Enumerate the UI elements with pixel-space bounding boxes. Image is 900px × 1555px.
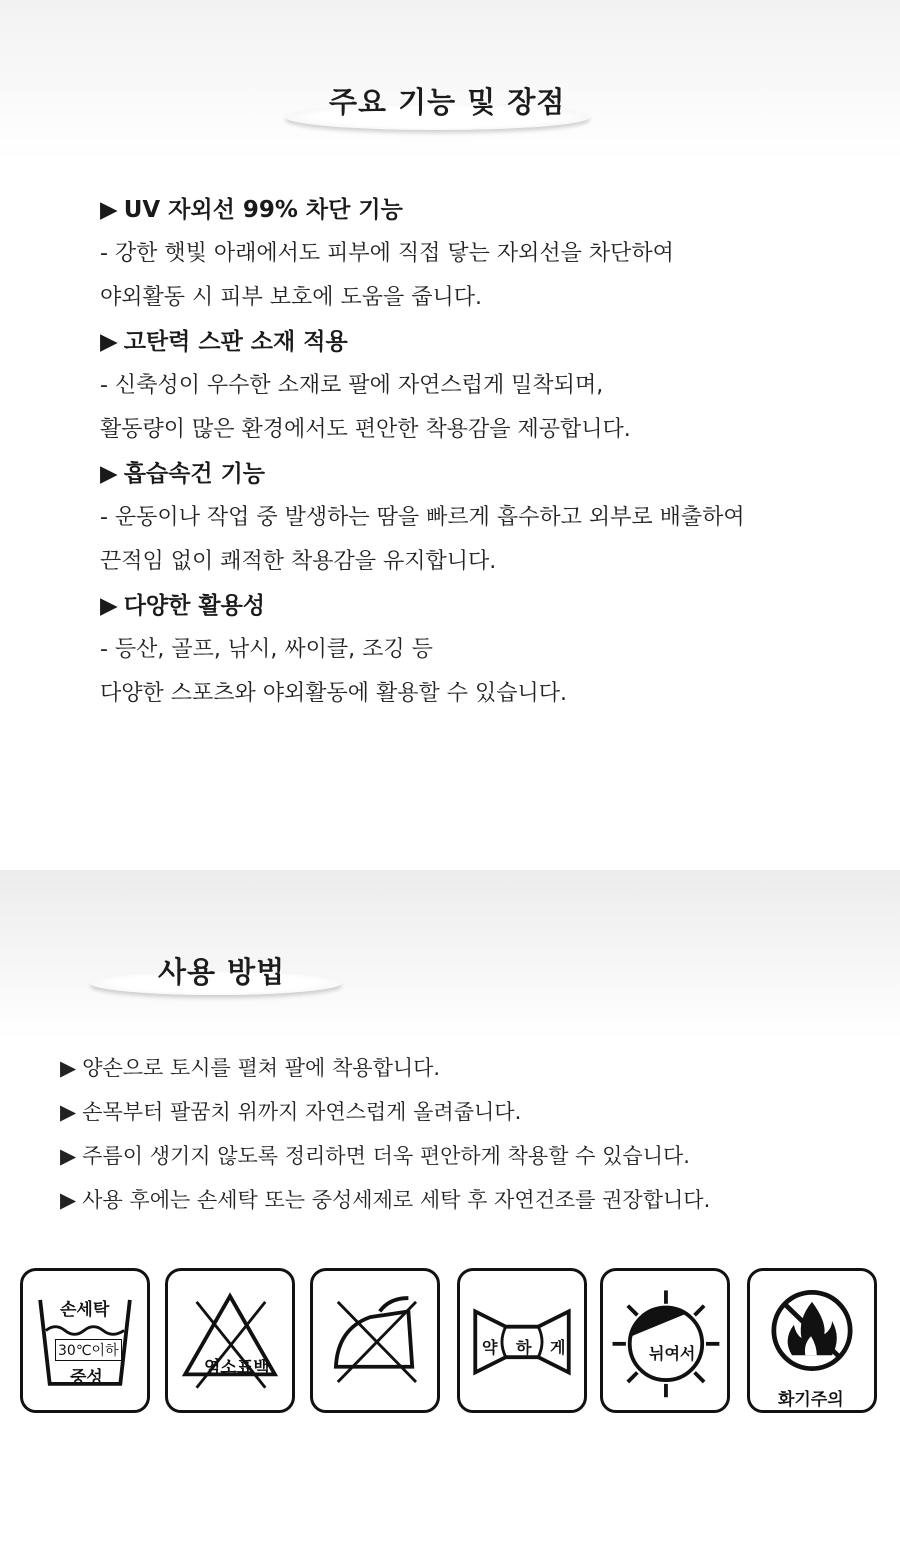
bullet-arrow-icon: ▶ (100, 329, 118, 355)
bullet-arrow-icon: ▶ (60, 1144, 77, 1168)
bullet-arrow-icon: ▶ (100, 197, 118, 223)
feature-desc: - 신축성이 우수한 소재로 팔에 자연스럽게 밀착되며, (100, 373, 604, 398)
gentle-wring-icon (457, 1268, 587, 1413)
care-label: 손세탁 (60, 1300, 110, 1320)
care-label: 게 (550, 1338, 566, 1357)
care-label: 중성 (70, 1368, 103, 1388)
feature-desc: 끈적임 없이 쾌적한 착용감을 유지합니다. (100, 549, 497, 574)
feature-title: ▶ 흡습속건 기능 (100, 454, 860, 498)
bullet-arrow-icon: ▶ (60, 1056, 77, 1080)
care-label: 화기주의 (778, 1390, 844, 1410)
care-label: 30℃이하 (55, 1339, 122, 1361)
care-label: 약 (482, 1338, 498, 1357)
bullet-arrow-icon: ▶ (60, 1100, 77, 1124)
fire-caution-icon (747, 1268, 877, 1413)
hand-wash-icon (20, 1268, 150, 1413)
usage-title: 사용 방법 (158, 955, 286, 989)
shade-dry-icon (600, 1268, 730, 1413)
feature-desc: - 등산, 골프, 낚시, 싸이클, 조깅 등 (100, 637, 433, 662)
bullet-arrow-icon: ▶ (60, 1188, 77, 1212)
feature-desc: 야외활동 시 피부 보호에 도움을 줍니다. (100, 285, 482, 310)
care-icons (20, 1268, 882, 1418)
features-title: 주요 기능 및 장점 (329, 85, 566, 119)
usage-item: ▶ 사용 후에는 손세탁 또는 중성세제로 세탁 후 자연건조를 권장합니다. (60, 1180, 880, 1224)
feature-list (100, 190, 860, 718)
usage-list (60, 1048, 880, 1224)
bullet-arrow-icon: ▶ (100, 593, 118, 619)
usage-item: ▶ 손목부터 팔꿈치 위까지 자연스럽게 올려줍니다. (60, 1092, 880, 1136)
no-iron-icon (310, 1268, 440, 1413)
no-bleach-icon (165, 1268, 295, 1413)
care-label: 염소표백 (204, 1358, 270, 1378)
feature-desc: 다양한 스포츠와 야외활동에 활용할 수 있습니다. (100, 681, 568, 706)
feature-desc: 활동량이 많은 환경에서도 편안한 착용감을 제공합니다. (100, 417, 631, 442)
bullet-arrow-icon: ▶ (100, 461, 118, 487)
feature-desc: - 운동이나 작업 중 발생하는 땀을 빠르게 흡수하고 외부로 배출하여 (100, 505, 745, 530)
feature-title: ▶ UV 자외선 99% 차단 기능 (100, 190, 860, 234)
care-label: 하 (516, 1338, 532, 1357)
care-label: 뉘여서 (649, 1344, 696, 1363)
feature-title: ▶ 고탄력 스판 소재 적용 (100, 322, 860, 366)
feature-title: ▶ 다양한 활용성 (100, 586, 860, 630)
usage-item: ▶ 주름이 생기지 않도록 정리하면 더욱 편안하게 착용할 수 있습니다. (60, 1136, 880, 1180)
feature-desc: - 강한 햇빛 아래에서도 피부에 직접 닿는 자외선을 차단하여 (100, 241, 674, 266)
usage-item: ▶ 양손으로 토시를 펼쳐 팔에 착용합니다. (60, 1048, 880, 1092)
